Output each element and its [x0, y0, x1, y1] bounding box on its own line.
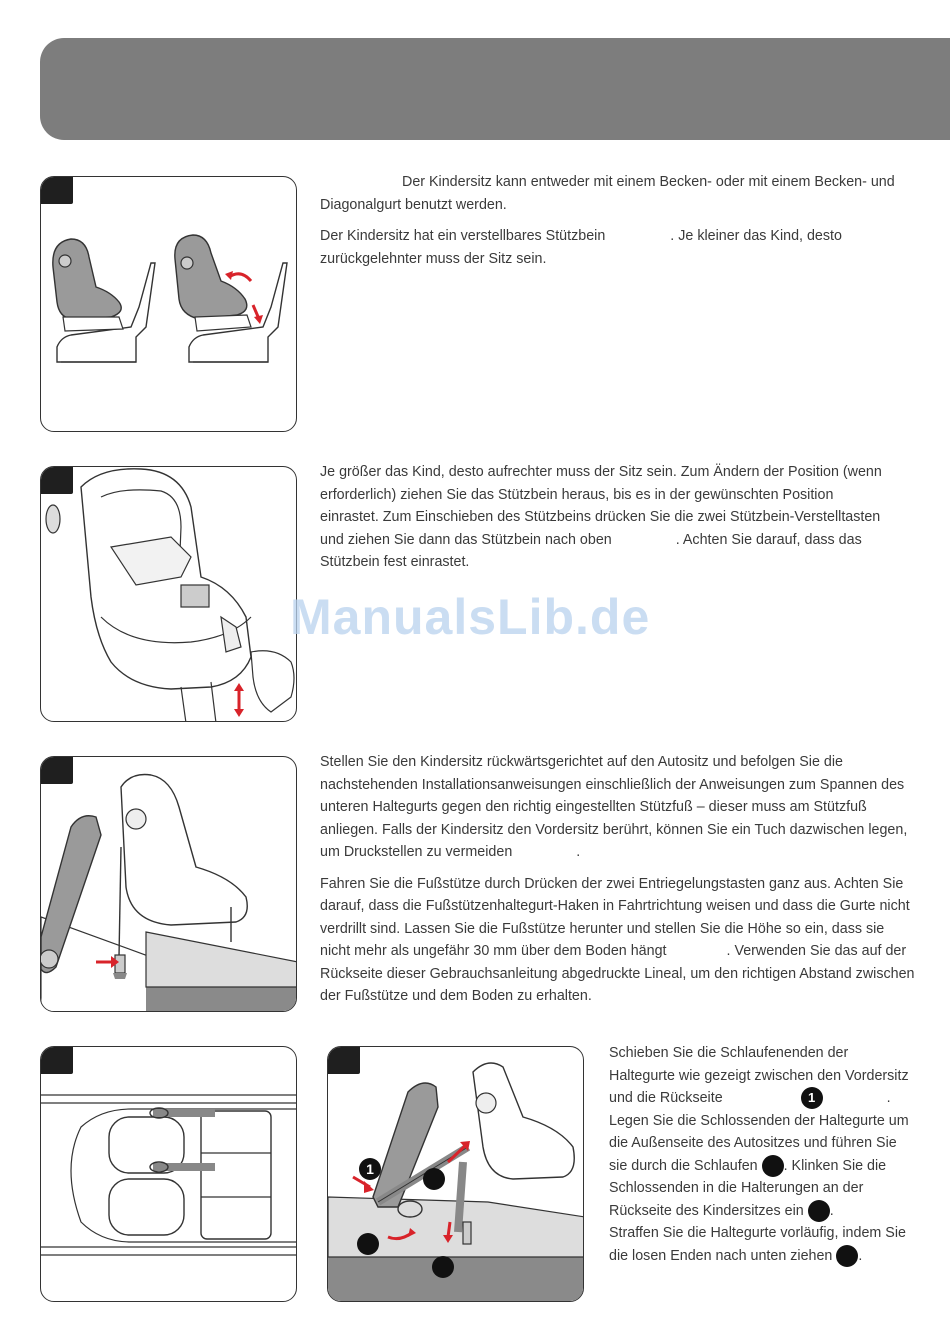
section-1-paragraph-1: Der Kindersitz kann entweder mit einem Becken- oder mit einem Becken- und Diagonalgurt benutzt werden. — [320, 174, 895, 213]
seat-recline-illustration — [41, 177, 297, 432]
header-bar — [40, 38, 950, 140]
section-3-paragraph-2a: Fahren Sie die Fußstütze durch Drücken der zwei Entriegelungstasten ganz aus. Achten Sie darauf, dass die Fußstützenhaltegurt-Haken in Fahrtrichtung weisen und dass die Gurte nicht verdrillt sind. Lassen Sie die Fußstütze herunter und stellen Sie die Höhe so ein, dass sie nicht mehr als ungefähr 30 mm über dem Boden hängt — [320, 875, 910, 959]
section-3-paragraph-1b: . — [576, 844, 581, 860]
step-badge-1: 1 — [801, 1087, 823, 1109]
section-2-paragraph-1a: Je größer das Kind, desto aufrechter muss der Sitz sein. Zum Ändern der Position (wenn erforderlich) ziehen Sie das Stützbein heraus, bis es in der gewünschten Position einrastet. Zum Einschieben des Stützbeins drücken Sie die zwei Stützbein-Verstelltasten und ziehen Sie dann das Stützbein nach oben — [320, 464, 882, 548]
step-badge — [808, 1200, 830, 1222]
foot-support-illustration — [41, 757, 297, 1012]
figure-5 — [327, 1046, 584, 1302]
section-4-text-3: . Klinken Sie die Schlossenden in die Halterungen an der Rückseite des Kindersitzes ein — [609, 1157, 887, 1219]
section-3-text — [320, 751, 915, 1017]
step-badge — [836, 1245, 858, 1267]
section-2-text — [320, 461, 895, 583]
section-4-text-1: Schieben Sie die Schlaufenenden der Haltegurte wie gezeigt zwischen den Vordersitz und die Rückseite — [609, 1045, 909, 1106]
figure-1 — [40, 176, 297, 432]
section-4-text-2: . Legen Sie die Schlossenden der Haltegurte um die Außenseite des Autositzes und führen Sie sie durch die Schlaufen — [609, 1090, 909, 1174]
figure-3 — [40, 756, 297, 1012]
figure-callout-1: 1 — [366, 1161, 374, 1177]
section-3-paragraph-2b: . Verwenden Sie das auf der Rückseite dieser Gebrauchsanleitung abgedruckte Lineal, um den richtigen Abstand zwischen der Fußstütze und dem Boden zu erhalten. — [320, 943, 915, 1004]
section-4-text-4: . — [829, 1202, 834, 1219]
section-4-text-5: Straffen Sie die Haltegurte vorläufig, indem Sie die losen Enden nach unten ziehen — [609, 1225, 906, 1264]
support-leg-illustration — [41, 467, 297, 722]
watermark: ManualsLib.de — [290, 589, 651, 645]
figure-2 — [40, 466, 297, 722]
section-1-text — [320, 171, 910, 279]
section-3-paragraph-1a: Stellen Sie den Kindersitz rückwärtsgerichtet auf den Autositz und befolgen Sie die nachstehenden Installationsanweisungen einschließlich der Anweisungen zum Spannen des unteren Haltegurts gegen den richtig eingestellten Stützfuß – dieser muss am Stützfuß anliegen. Falls der Kindersitz den Vordersitz berührt, können Sie ein Tuch dazwischen legen, um Druckstellen zu vermeiden — [320, 754, 908, 860]
section-4-text — [609, 1042, 909, 1267]
section-1-paragraph-2b: . Je kleiner das Kind, desto zurückgelehnter muss der Sitz sein. — [320, 228, 842, 267]
section-4-text-6: . — [858, 1247, 863, 1264]
figure-4 — [40, 1046, 297, 1302]
car-top-view-illustration — [41, 1047, 297, 1302]
tether-installation-illustration — [328, 1047, 584, 1302]
step-badge — [762, 1155, 784, 1177]
section-1-paragraph-2a: Der Kindersitz hat ein verstellbares Stützbein — [320, 228, 606, 244]
section-2-paragraph-1b: . Achten Sie darauf, dass das Stützbein fest einrastet. — [320, 531, 862, 570]
